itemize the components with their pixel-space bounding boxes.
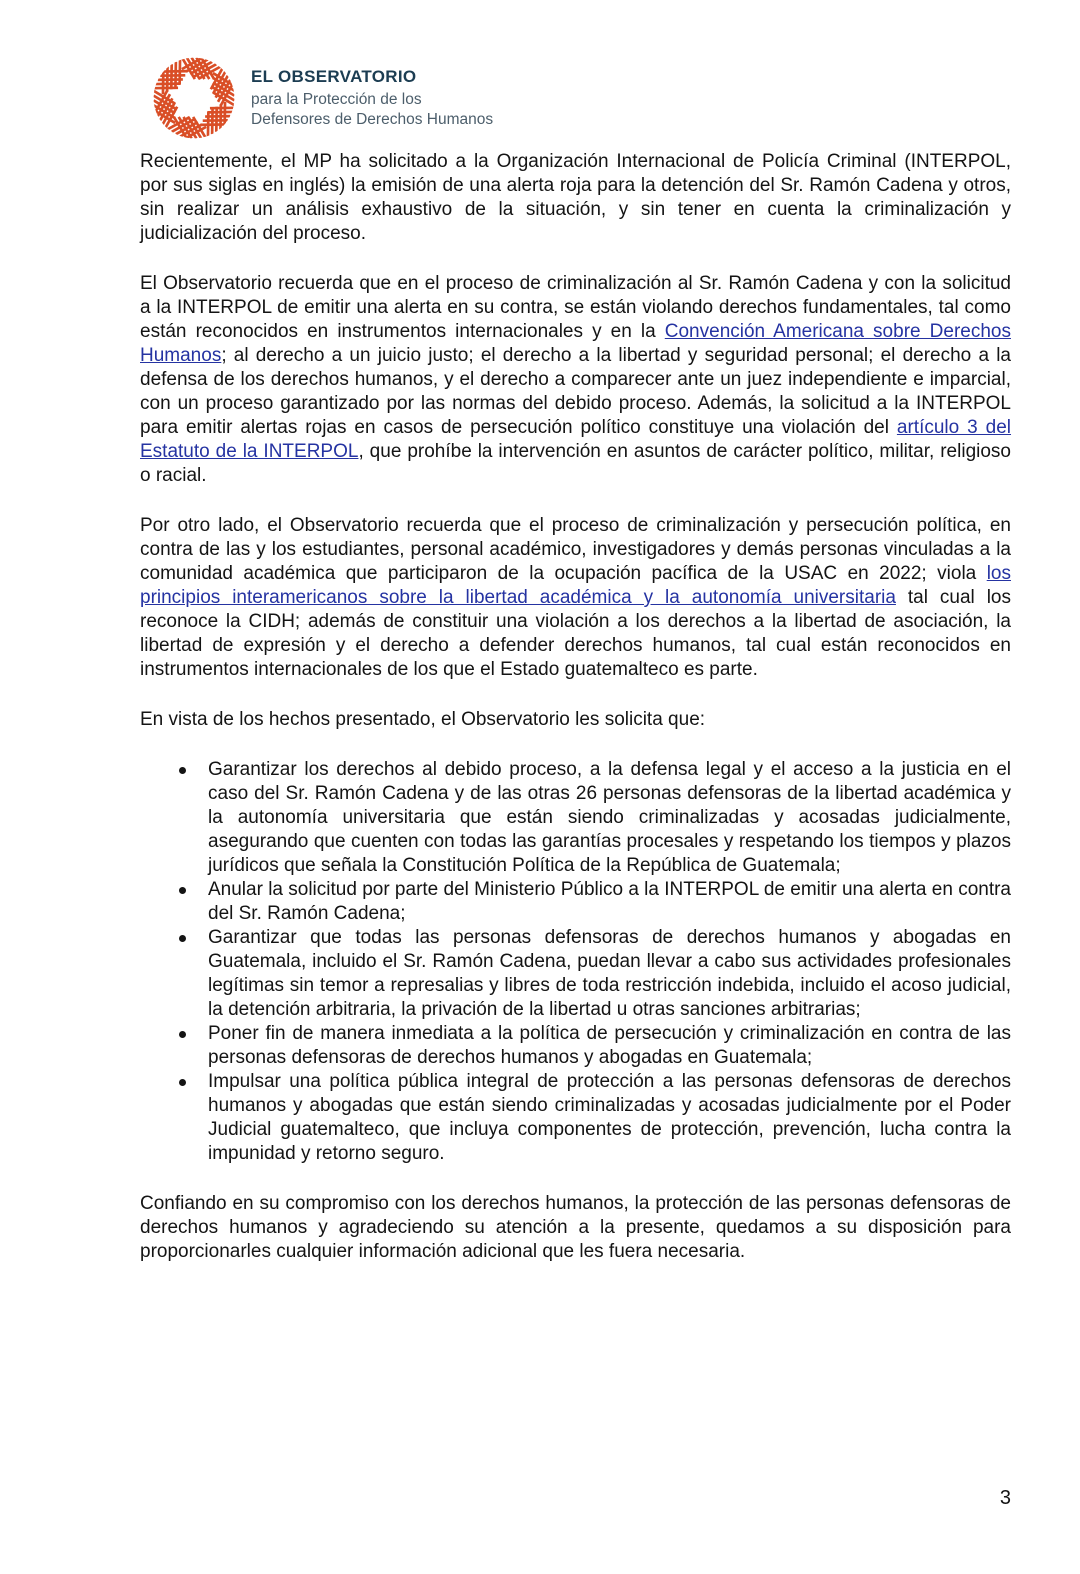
paragraph: El Observatorio recuerda que en el proceso de criminalización al Sr. Ramón Cadena y con la solicitud a la INTERPOL de emitir una alerta en su contra, se están violando derechos fundamentales, tal como están reconocidos en instrumentos internacionales y en la Convención Americana sobre Derechos Humanos; al derecho a un juicio justo; el derecho a la libertad y seguridad personal; el derecho a la defensa de los derechos humanos, y el derecho a comparecer ante un juez independiente e imparcial, con un proceso garantizado por las normas del debido proceso. Además, la solicitud a la INTERPOL para emitir alertas rojas en casos de persecución político constituye una violación del artículo 3 del Estatuto de la INTERPOL, que prohíbe la intervención en asuntos de carácter político, militar, religioso o racial. (140, 273, 1012, 486)
inline-link[interactable]: Convención Americana sobre Derechos Humanos (140, 321, 1011, 366)
logo-title: EL OBSERVATORIO (251, 66, 417, 86)
logo-tagline-line2: Defensores de Derechos Humanos (251, 110, 494, 128)
letter-body (140, 150, 1011, 1290)
observatory-logo-text (251, 67, 493, 130)
request-item: Anular la solicitud por parte del Ministerio Público a la INTERPOL de emitir una alerta en contra del Sr. Ramón Cadena; (140, 878, 1011, 926)
closing-paragraph: Confiando en su compromiso con los derechos humanos, la protección de las personas defensoras de derechos humanos y agradeciendo su atención a la presente, quedamos a su disposición para proporcionarles cualquier información adicional que les fuera necesaria. (140, 1193, 1011, 1262)
logo-tagline-line1: para la Protección de los (251, 90, 422, 108)
letter-paragraphs (140, 150, 1011, 732)
inline-link[interactable]: los principios interamericanos sobre la libertad académica y la autonomía universitaria (140, 563, 1011, 608)
request-item: Garantizar los derechos al debido proceso, a la defensa legal y el acceso a la justicia en el caso del Sr. Ramón Cadena y de las otras 26 personas defensoras de la libertad académica y la autonomía universitaria que están siendo criminalizadas y acosadas judicialmente, asegurando que cuenten con todas las garantías procesales y respetando los tiempos y plazos jurídicos que señala la Constitución Política de la República de Guatemala; (140, 758, 1011, 878)
paragraph: Recientemente, el MP ha solicitado a la Organización Internacional de Policía Criminal (INTERPOL, por sus siglas en inglés) la emisión de una alerta roja para la detención del Sr. Ramón Cadena y otros, sin realizar un análisis exhaustivo de la situación, y sin tener en cuenta la criminalización y judicialización del proceso. (140, 151, 1011, 244)
observatory-logo (151, 55, 493, 141)
paragraph: Por otro lado, el Observatorio recuerda que el proceso de criminalización y persecución política, en contra de las y los estudiantes, personal académico, investigadores y demás personas vinculadas a la comunidad académica que participaron de la ocupación pacífica de la USAC en 2022; viola los principios interamericanos sobre la libertad académica y la autonomía universitaria tal cual los reconoce la CIDH; además de constituir una violación a los derechos a la libertad de asociación, la libertad de expresión y el derecho a defender derechos humanos, tal cual están reconocidos en instrumentos internacionales de los que el Estado guatemalteco es parte. (140, 515, 1011, 680)
paragraph: En vista de los hechos presentado, el Observatorio les solicita que: (140, 709, 706, 730)
observatory-logo-icon (151, 55, 237, 141)
requests-list (140, 758, 1011, 1166)
request-item: Impulsar una política pública integral de protección a las personas defensoras de derechos humanos y abogadas que están siendo criminalizadas y acosadas judicialmente por el Poder Judicial guatemalteco, que incluya componentes de protección, prevención, lucha contra la impunidad y retorno seguro. (140, 1070, 1011, 1166)
request-item: Garantizar que todas las personas defensoras de derechos humanos y abogadas en Guatemala, incluido el Sr. Ramón Cadena, puedan llevar a cabo sus actividades profesionales legítimas sin temor a represalias y libres de toda restricción indebida, incluido el acoso judicial, la detención arbitraria, la privación de la libertad u otras sanciones arbitrarias; (140, 926, 1011, 1022)
page-number: 3 (999, 1487, 1011, 1509)
request-item: Poner fin de manera inmediata a la política de persecución y criminalización en contra de las personas defensoras de derechos humanos y abogadas en Guatemala; (140, 1022, 1011, 1070)
inline-link[interactable]: artículo 3 del Estatuto de la INTERPOL (140, 417, 1012, 462)
